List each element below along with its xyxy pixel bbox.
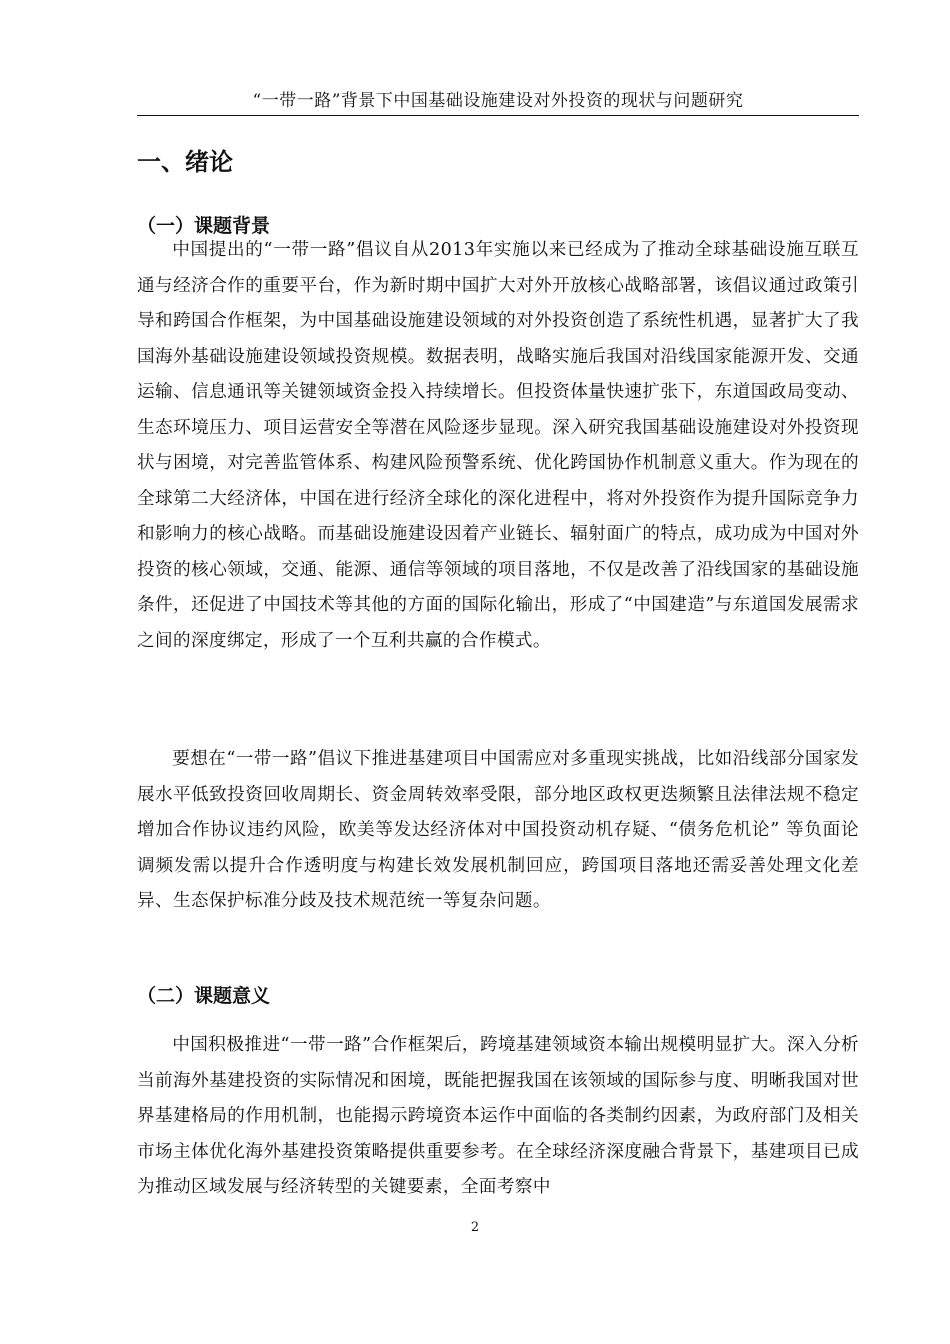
section-title-significance: （二）课题意义 bbox=[137, 985, 271, 1007]
page-number: 2 bbox=[470, 1220, 480, 1235]
body-paragraph: 中国提出的“一带一路”倡议自从2013年实施以来已经成为了推动全球基础设施互联互通与经济合作的重要平台，作为新时期中国扩大对外开放核心战略部署，该倡议通过政策引导和跨国合作框架，为中国基础设施建设领域的对外投资创造了系统性机遇，显著扩大了我国海外基础设施建设领域投资规模。数据表明，战略实施后我国对沿线国家能源开发、交通运输、信息通讯等关键领域资金投入持续增长。但投资体量快速扩张下，东道国政局变动、生态环境压力、项目运营安全等潜在风险逐步显现。深入研究我国基础设施建设对外投资现状与困境，对完善监管体系、构建风险预警系统、优化跨国协作机制意义重大。作为现在的全球第二大经济体，中国在进行经济全球化的深化进程中，将对外投资作为提升国际竞争力和影响力的核心战略。而基础设施建设因着产业链长、辐射面广的特点，成功成为中国对外投资的核心领域，交通、能源、通信等领域的项目落地，不仅是改善了沿线国家的基础设施条件，还促进了中国技术等其他的方面的国际化输出，形成了“中国建造”与东道国发展需求之间的深度绑定，形成了一个互利共赢的合作模式。 bbox=[137, 240, 859, 651]
running-header: “一带一路”背景下中国基础设施建设对外投资的现状与问题研究 bbox=[252, 91, 744, 111]
body-paragraph: 要想在“一带一路”倡议下推进基建项目中国需应对多重现实挑战，比如沿线部分国家发展水平低致投资回收周期长、资金周转效率受限，部分地区政权更迭频繁且法律法规不稳定增加合作协议违约风险，欧美等发达经济体对中国投资动机存疑、“债务危机论” 等负面论调频发需以提升合作透明度与构建长效发展机制回应，跨国项目落地还需妥善处理文化差异、生态保护标准分歧及技术规范统一等复杂问题。 bbox=[137, 749, 859, 911]
chapter-title: 一、绪论 bbox=[137, 148, 233, 176]
body-paragraph: 中国积极推进“一带一路”合作框架后，跨境基建领域资本输出规模明显扩大。深入分析当前海外基建投资的实际情况和困境，既能把握我国在该领域的国际参与度、明晰我国对世界基建格局的作用机制，也能揭示跨境资本运作中面临的各类制约因素，为政府部门及相关市场主体优化海外基建投资策略提供重要参考。在全球经济深度融合背景下，基建项目已成为推动区域发展与经济转型的关键要素，全面考察中 bbox=[137, 1035, 859, 1197]
header-divider bbox=[137, 115, 859, 116]
section-title-background: （一）课题背景 bbox=[137, 215, 271, 237]
